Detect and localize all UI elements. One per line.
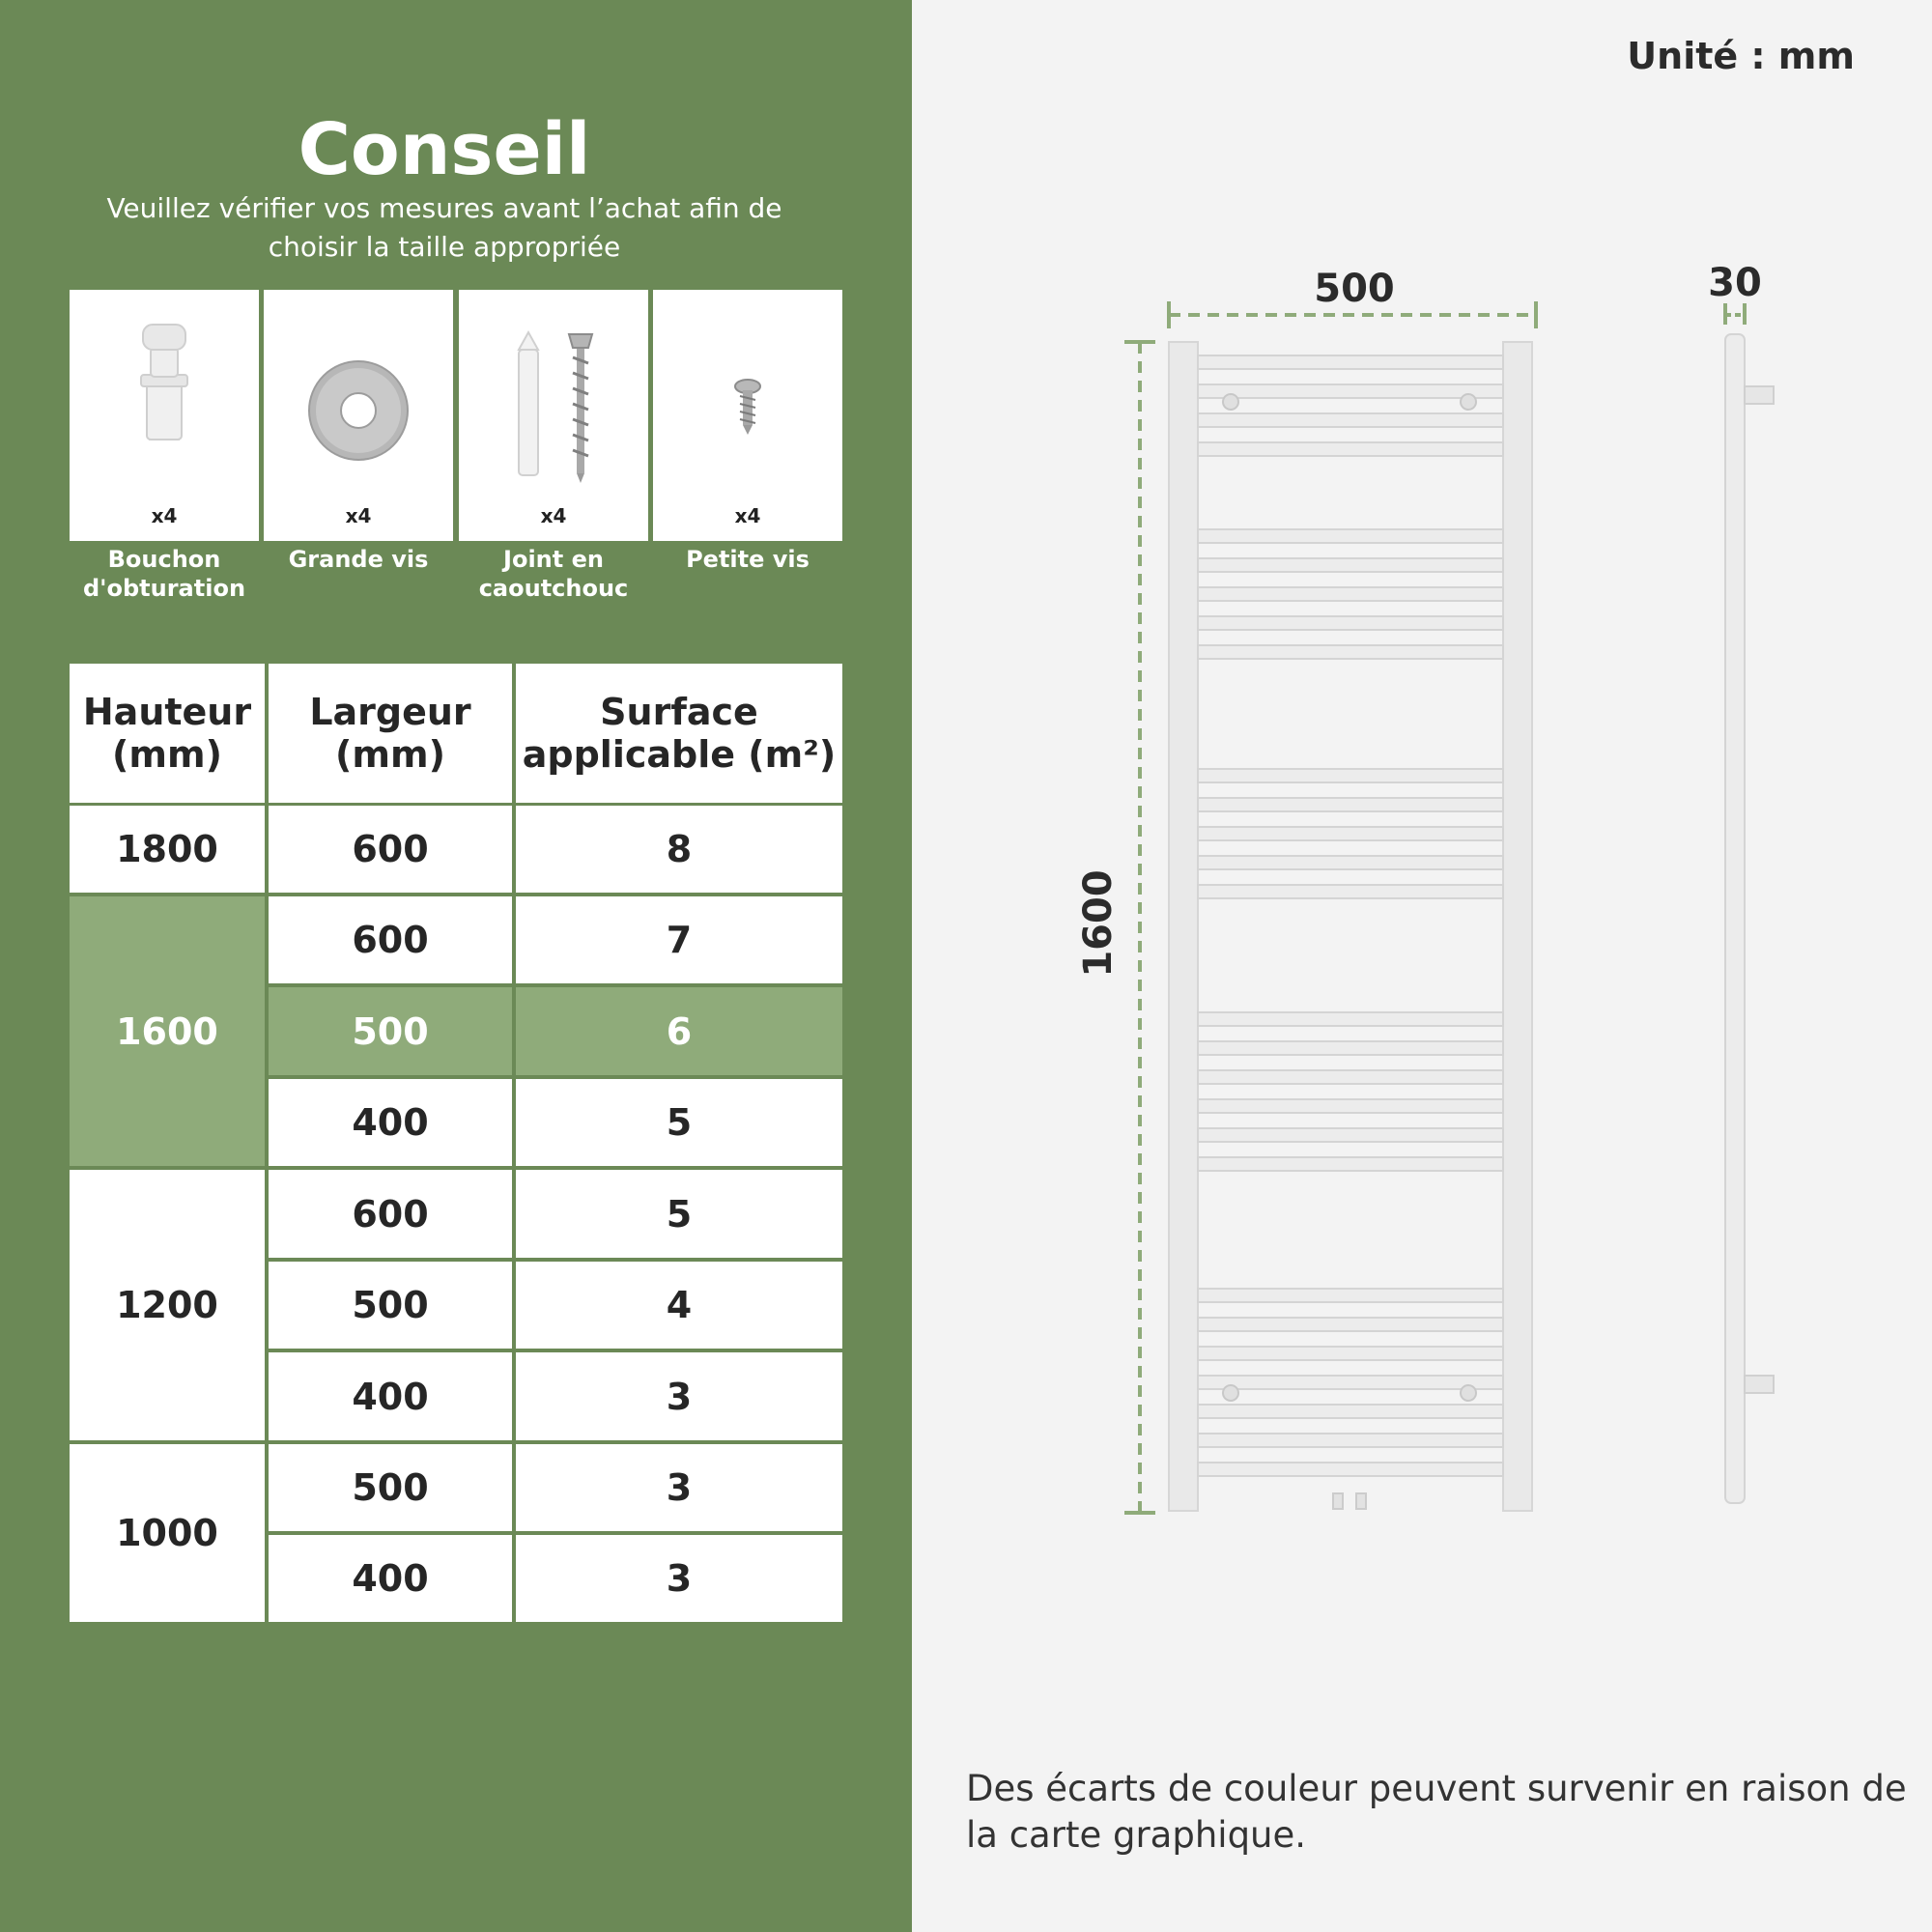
radiator-rail	[1198, 1157, 1503, 1171]
width-dimension	[1169, 267, 1536, 328]
radiator-rail	[1198, 1434, 1503, 1447]
radiator-rail	[1198, 1318, 1503, 1331]
anchor-screw-icon	[459, 290, 648, 502]
table-area-cell: 5	[516, 1079, 842, 1166]
table-width-cell: 500	[269, 1262, 512, 1349]
advice-panel	[0, 0, 912, 1932]
accessory-count: x4	[540, 504, 567, 527]
table-area-cell: 3	[516, 1352, 842, 1440]
table-width-cell-highlighted: 500	[269, 987, 512, 1075]
accessory-card-end-cap	[70, 290, 259, 541]
radiator-rail	[1198, 1070, 1503, 1084]
accessory-count: x4	[734, 504, 761, 527]
radiator-rail	[1198, 1405, 1503, 1418]
accessory-count: x4	[345, 504, 372, 527]
radiator-rail	[1198, 355, 1503, 369]
radiator-rail	[1198, 1347, 1503, 1360]
table-area-cell: 7	[516, 896, 842, 983]
width-value: 500	[1314, 267, 1395, 311]
radiator-rail	[1198, 413, 1503, 427]
accessory-label: Petite vis	[686, 546, 810, 573]
advice-title: Conseil	[298, 108, 591, 191]
radiator-rail	[1198, 885, 1503, 898]
accessory-card-anchor-screw	[459, 290, 648, 541]
radiator-rail	[1198, 645, 1503, 659]
table-width-cell: 400	[269, 1079, 512, 1166]
radiator-rail	[1198, 384, 1503, 398]
table-header-width: Largeur (mm)	[269, 664, 512, 803]
table-height-cell: 1800	[70, 806, 265, 893]
accessory-label: Bouchon d'obturation	[82, 546, 246, 602]
table-header-height: Hauteur (mm)	[70, 664, 265, 803]
radiator-rail	[1198, 616, 1503, 630]
radiator-rail	[1198, 1289, 1503, 1302]
table-height-cell-highlighted: 1600	[70, 896, 265, 1166]
table-width-cell: 500	[269, 1444, 512, 1531]
accessory-card-washer	[264, 290, 453, 541]
radiator-dimension-diagram	[1063, 242, 1835, 1526]
radiator-rail	[1198, 1128, 1503, 1142]
radiator-rail	[1198, 442, 1503, 456]
table-area-cell: 3	[516, 1535, 842, 1622]
radiator-rail	[1198, 827, 1503, 840]
radiator-front-view	[1169, 342, 1532, 1511]
height-value: 1600	[1076, 869, 1121, 978]
table-area-cell: 3	[516, 1444, 842, 1531]
table-header-area: Surface applicable (m²)	[516, 664, 842, 803]
accessory-count: x4	[151, 504, 178, 527]
radiator-rail	[1198, 529, 1503, 543]
accessory-label: Grande vis	[288, 546, 429, 573]
radiator-rail	[1198, 1376, 1503, 1389]
depth-dimension	[1708, 261, 1762, 325]
radiator-side-view	[1725, 334, 1774, 1503]
color-disclaimer: Des écarts de couleur peuvent survenir en raison de la carte graphique.	[966, 1768, 1907, 1856]
table-height-cell: 1000	[70, 1444, 265, 1622]
table-width-cell: 600	[269, 806, 512, 893]
washer-icon	[264, 290, 453, 502]
radiator-rail	[1198, 1041, 1503, 1055]
radiator-rail	[1198, 1012, 1503, 1026]
height-dimension	[1076, 342, 1155, 1513]
radiator-rail	[1198, 587, 1503, 601]
table-area-cell: 8	[516, 806, 842, 893]
table-width-cell: 400	[269, 1352, 512, 1440]
radiator-rail	[1198, 1099, 1503, 1113]
radiator-rail	[1198, 856, 1503, 869]
table-width-cell: 600	[269, 1170, 512, 1258]
table-area-cell-highlighted: 6	[516, 987, 842, 1075]
table-width-cell: 600	[269, 896, 512, 983]
radiator-rail	[1198, 558, 1503, 572]
unit-label: Unité : mm	[1627, 35, 1855, 77]
radiator-rail	[1198, 769, 1503, 782]
table-area-cell: 4	[516, 1262, 842, 1349]
depth-value: 30	[1708, 261, 1762, 305]
radiator-rail	[1198, 1463, 1503, 1476]
radiator-rail	[1198, 798, 1503, 811]
table-height-cell: 1200	[70, 1170, 265, 1440]
small-screw-icon	[653, 290, 842, 502]
table-width-cell: 400	[269, 1535, 512, 1622]
table-area-cell: 5	[516, 1170, 842, 1258]
end-cap-icon	[70, 290, 259, 502]
advice-subtitle: Veuillez vérifier vos mesures avant l’achat afin de choisir la taille appropriée	[106, 192, 782, 263]
accessory-label: Joint en caoutchouc	[478, 546, 629, 602]
accessory-card-small-screw	[653, 290, 842, 541]
